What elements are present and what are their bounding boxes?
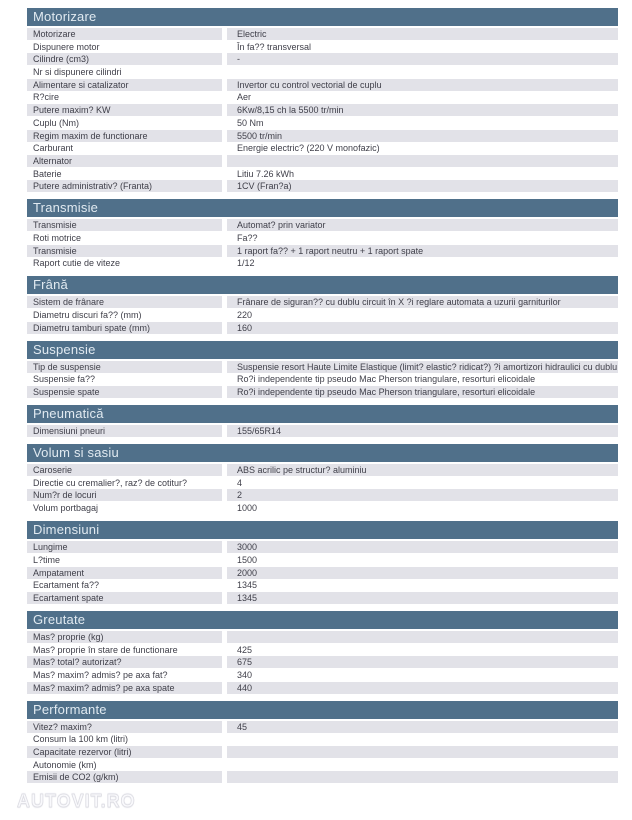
spec-row [27,142,618,154]
spec-label: Raport cutie de viteze [33,258,121,269]
spec-label: Cuplu (Nm) [33,117,80,128]
spec-section [27,8,618,192]
spec-label: Capacitate rezervor (litri) [27,746,222,758]
spec-section [27,444,618,514]
spec-value: Aer [237,92,252,103]
spec-row [27,309,618,321]
spec-label: L?time [33,554,61,565]
spec-value: În fa?? transversal [237,41,312,52]
spec-row [27,245,618,257]
spec-value: ABS acrilic pe structur? aluminiu [227,464,618,476]
spec-value: Automat? prin variator [227,219,618,231]
spec-row [27,79,618,91]
spec-row [27,477,618,489]
spec-row [27,592,618,604]
spec-label: Nr si dispunere cilindri [33,67,122,78]
spec-row [27,759,618,771]
spec-value: 6Kw/8,15 ch la 5500 tr/min [227,104,618,116]
spec-label: Mas? maxim? admis? pe axa spate [27,682,222,694]
spec-section [27,701,618,784]
spec-label: Carburant [33,143,74,154]
spec-label: Tip de suspensie [27,361,222,373]
spec-value: 1345 [237,580,258,591]
spec-label: Transmisie [27,219,222,231]
spec-label: Dispunere motor [33,41,100,52]
spec-value: 425 [237,644,253,655]
spec-value: Ro?i independente tip pseudo Mac Pherson triangulare, resorturi elicoidale [237,374,536,385]
section-title: Transmisie [27,199,618,217]
spec-row [27,567,618,579]
spec-label: Caroserie [27,464,222,476]
spec-row [27,41,618,53]
spec-label: Ampatament [27,567,222,579]
spec-label: Mas? proprie în stare de functionare [33,644,178,655]
spec-row [27,746,618,758]
spec-label: R?cire [33,92,60,103]
spec-row [27,117,618,129]
spec-value [227,66,618,78]
spec-label: Cilindre (cm3) [27,53,222,65]
spec-row [27,219,618,231]
spec-label: Transmisie [27,245,222,257]
spec-value: 340 [237,669,253,680]
spec-section [27,521,618,604]
spec-label: Regim maxim de functionare [27,130,222,142]
spec-value: 4 [237,477,243,488]
spec-value: 1500 [237,554,258,565]
spec-row [27,53,618,65]
spec-section [27,611,618,694]
spec-row [27,257,618,269]
spec-label: Num?r de locuri [27,489,222,501]
spec-label: Baterie [33,168,62,179]
spec-value: 440 [227,682,618,694]
spec-row [27,721,618,733]
spec-label: Mas? maxim? admis? pe axa fat? [33,669,168,680]
spec-label: Ecartament fa?? [33,580,100,591]
spec-label: Motorizare [27,28,222,40]
spec-value: 3000 [227,541,618,553]
spec-label: Putere administrativ? (Franta) [27,180,222,192]
spec-label: Vitez? maxim? [27,721,222,733]
spec-row [27,733,618,745]
section-title: Pneumatică [27,405,618,423]
spec-value [227,155,618,167]
spec-value: - [227,53,618,65]
spec-value: Electric [227,28,618,40]
spec-row [27,232,618,244]
spec-label: Volum portbagaj [33,503,99,514]
spec-label: Ecartament spate [27,592,222,604]
spec-value: Ro?i independente tip pseudo Mac Pherson triangulare, resorturi elicoidale [227,386,618,398]
spec-label: Suspensie spate [27,386,222,398]
spec-label: Alimentare si catalizator [27,79,222,91]
spec-row [27,180,618,192]
spec-row [27,771,618,783]
spec-section [27,341,618,398]
spec-row [27,28,618,40]
spec-row [27,104,618,116]
section-title: Motorizare [27,8,618,26]
spec-value: Frânare de siguran?? cu dublu circuit în X ?i reglare automata a uzurii garniturilor [227,296,618,308]
spec-value: Invertor cu control vectorial de cuplu [227,79,618,91]
section-title: Greutate [27,611,618,629]
spec-section [27,199,618,269]
section-title: Dimensiuni [27,521,618,539]
spec-label: Alternator [27,155,222,167]
spec-label: Diametru tamburi spate (mm) [27,322,222,334]
spec-value: 220 [237,310,253,320]
spec-value: 1CV (Fran?a) [227,180,618,192]
autovit-watermark: AUTOVIT.RO [17,791,136,811]
spec-table [27,8,618,790]
spec-row [27,155,618,167]
spec-label: Roti motrice [33,232,82,243]
spec-value: 1000 [237,503,258,514]
spec-label: Diametru discuri fa?? (mm) [33,310,142,320]
spec-section [27,276,618,333]
spec-value: 45 [227,721,618,733]
spec-label: Emisii de CO2 (g/km) [27,771,222,783]
spec-value: 1345 [227,592,618,604]
spec-value: Suspensie resort Haute Limite Elastique (limit? elastic? ridicat?) ?i amortizori hidraulici cu dublu [227,361,618,373]
spec-row [27,554,618,566]
spec-row [27,425,618,437]
spec-label: Mas? proprie (kg) [27,631,222,643]
spec-label: Sistem de frânare [27,296,222,308]
spec-row [27,464,618,476]
spec-row [27,579,618,591]
spec-label: Putere maxim? KW [27,104,222,116]
spec-value [227,746,618,758]
spec-label: Autonomie (km) [33,759,97,770]
spec-value: 155/65R14 [227,425,618,437]
spec-label: Mas? total? autorizat? [27,656,222,668]
section-title: Performante [27,701,618,719]
spec-row [27,386,618,398]
spec-row [27,682,618,694]
spec-label: Suspensie fa?? [33,374,96,385]
spec-value: Litiu 7.26 kWh [237,168,295,179]
spec-label: Dimensiuni pneuri [27,425,222,437]
spec-row [27,373,618,385]
spec-value: Energie electric? (220 V monofazic) [237,143,380,154]
spec-value: 2 [227,489,618,501]
spec-row [27,656,618,668]
spec-row [27,669,618,681]
spec-label: Consum la 100 km (litri) [33,734,129,745]
spec-row [27,296,618,308]
spec-value [227,771,618,783]
spec-row [27,502,618,514]
spec-value: 1/12 [237,258,255,269]
spec-row [27,91,618,103]
section-title: Frână [27,276,618,294]
spec-value [227,759,618,771]
spec-label: Lungime [27,541,222,553]
spec-row [27,644,618,656]
section-title: Volum si sasiu [27,444,618,462]
spec-value: 50 Nm [237,117,264,128]
spec-row [27,168,618,180]
spec-row [27,541,618,553]
section-title: Suspensie [27,341,618,359]
spec-value [227,733,618,745]
spec-section [27,405,618,437]
spec-row [27,322,618,334]
spec-value: 160 [227,322,618,334]
spec-value [227,631,618,643]
spec-row [27,66,618,78]
spec-row [27,631,618,643]
spec-row [27,130,618,142]
spec-value: 1 raport fa?? + 1 raport neutru + 1 raport spate [227,245,618,257]
spec-value: 2000 [227,567,618,579]
spec-value: 675 [227,656,618,668]
spec-label: Directie cu cremalier?, raz? de cotitur? [33,477,188,488]
spec-row [27,361,618,373]
spec-value: Fa?? [237,232,258,243]
spec-value: 5500 tr/min [227,130,618,142]
spec-row [27,489,618,501]
